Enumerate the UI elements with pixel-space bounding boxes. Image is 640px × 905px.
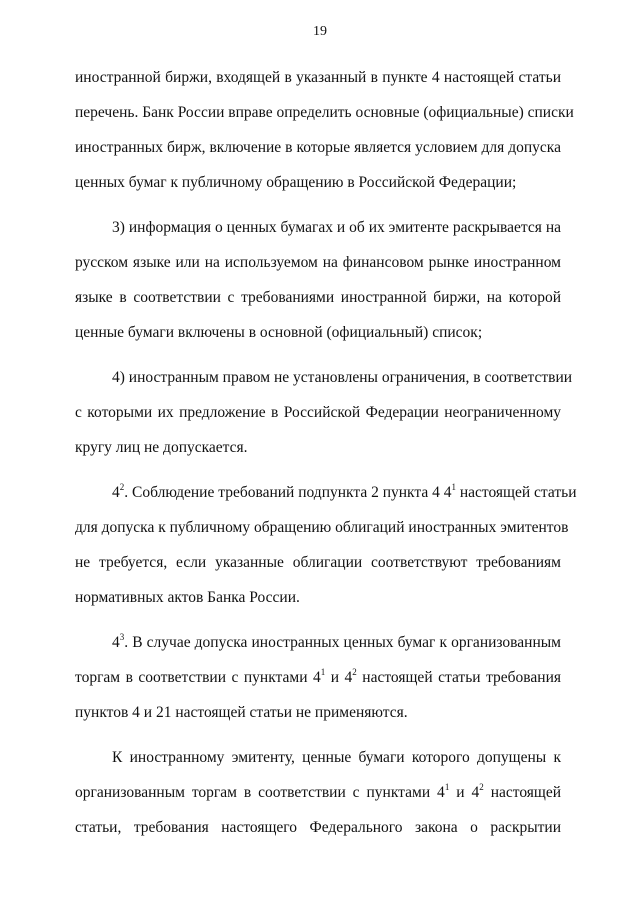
point-ref: $4^1$ xyxy=(443,482,456,501)
text-line: ценные бумаги включены в основной (официальный) список; xyxy=(75,324,483,341)
text-line: организованным торгам в соответствии с пунктами $4^1$ и $4^2$ настоящей xyxy=(75,782,562,801)
paragraph-continuation xyxy=(75,60,574,200)
text-line: торгам в соответствии с пунктами $4^1$ и $4^2$ настоящей статьи требования xyxy=(75,667,562,686)
text-line: 4) иностранным правом не установлены ограничения, в соответствии xyxy=(112,369,573,386)
page-number: 19 xyxy=(313,24,327,39)
paragraph-item-3 xyxy=(75,210,561,350)
text-line: 3) информация о ценных бумагах и об их эмитенте раскрывается на xyxy=(112,219,561,236)
text-line: статьи, требования настоящего Федерального закона о раскрытии xyxy=(75,819,561,836)
paragraph-foreign-issuer xyxy=(75,740,561,845)
paragraph-item-4 xyxy=(75,360,573,465)
text-line: К иностранному эмитенту, ценные бумаги которого допущены к xyxy=(112,749,561,766)
paragraph-point-4-2 xyxy=(75,475,577,615)
text-line: иностранной биржи, входящей в указанный в пункте 4 настоящей статьи xyxy=(75,69,561,86)
text-line: нормативных актов Банка России. xyxy=(75,589,300,606)
text-line: для допуска к публичному обращению облигаций иностранных эмитентов xyxy=(75,519,569,536)
text-line: с которыми их предложение в Российской Федерации неограниченному xyxy=(75,404,561,421)
text-line: не требуется, если указанные облигации соответствуют требованиям xyxy=(75,554,561,571)
text-line: $4^2$. Соблюдение требований подпункта 2 пункта 4 $4^1$ настоящей статьи xyxy=(112,482,577,501)
text-line: русском языке или на используемом на финансовом рынке иностранном xyxy=(75,254,561,271)
text-line: $4^3$. В случае допуска иностранных ценных бумаг к организованным xyxy=(112,632,561,651)
document-body xyxy=(75,60,577,845)
text-line: перечень. Банк России вправе определить основные (официальные) списки xyxy=(75,104,574,121)
text-line: пунктов 4 и 21 настоящей статьи не применяются. xyxy=(75,704,408,721)
point-ref: $4^2$ xyxy=(112,482,125,501)
paragraph-point-4-3 xyxy=(75,625,561,730)
point-ref: $4^3$ xyxy=(112,632,125,651)
text-line: языке в соответствии с требованиями иностранной биржи, на которой xyxy=(75,289,561,306)
text-line: кругу лиц не допускается. xyxy=(75,439,248,456)
text-line: ценных бумаг к публичному обращению в Российской Федерации; xyxy=(75,174,517,191)
text-line: иностранных бирж, включение в которые является условием для допуска xyxy=(75,139,561,156)
